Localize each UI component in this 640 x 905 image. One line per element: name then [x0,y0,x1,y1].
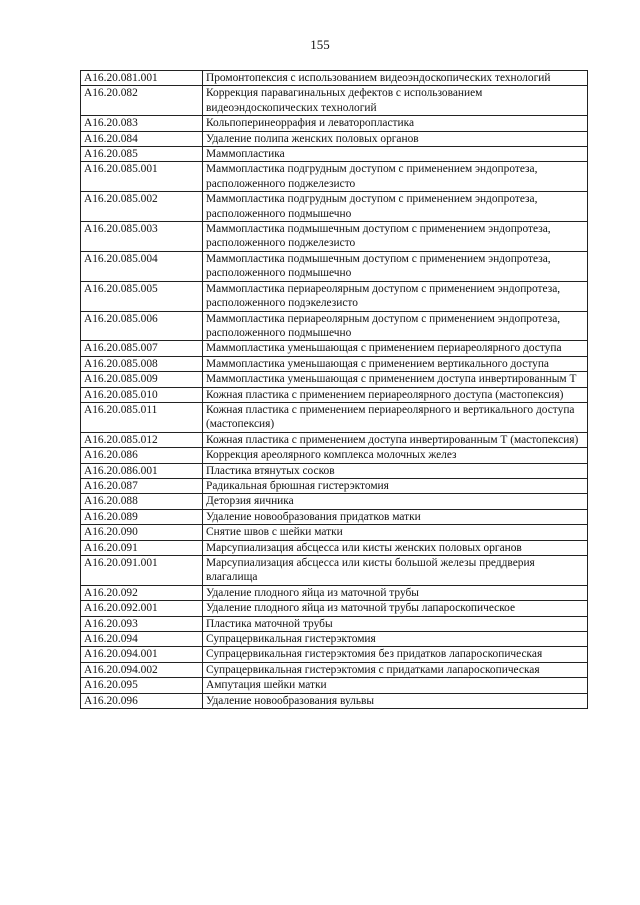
procedure-name: Маммопластика периареолярным доступом с применением эндопротеза, расположенного подэкелезисто [203,281,588,311]
table-row [81,494,588,509]
table-row [81,372,588,387]
table-row [81,116,588,131]
table-row [81,311,588,341]
procedure-code: A16.20.085 [81,147,203,162]
procedure-code: A16.20.094.001 [81,647,203,662]
procedure-name: Маммопластика уменьшающая с применением периареолярного доступа [203,341,588,356]
table-row [81,463,588,478]
table-row [81,131,588,146]
procedure-name: Удаление плодного яйца из маточной трубы лапароскопическое [203,601,588,616]
procedure-name: Пластика втянутых сосков [203,463,588,478]
procedure-code: A16.20.085.006 [81,311,203,341]
procedure-code: A16.20.091.001 [81,556,203,586]
table-row [81,432,588,447]
procedure-code: A16.20.084 [81,131,203,146]
procedure-name: Промонтопексия с использованием видеоэндоскопических технологий [203,71,588,86]
procedure-name: Кольпоперинеоррафия и леваторопластика [203,116,588,131]
procedure-name: Радикальная брюшная гистерэктомия [203,478,588,493]
procedure-code: A16.20.085.005 [81,281,203,311]
procedure-code: A16.20.086 [81,448,203,463]
table-row [81,86,588,116]
procedure-name: Маммопластика уменьшающая с применением вертикального доступа [203,356,588,371]
table-row [81,509,588,524]
procedure-name: Маммопластика подмышечным доступом с применением эндопротеза, расположенного подмышечно [203,251,588,281]
procedure-code: A16.20.085.004 [81,251,203,281]
procedure-code: A16.20.092 [81,585,203,600]
table-row [81,448,588,463]
table-row [81,192,588,222]
table-row [81,251,588,281]
procedure-code: A16.20.085.001 [81,162,203,192]
table-row [81,632,588,647]
procedure-name: Коррекция ареолярного комплекса молочных желез [203,448,588,463]
procedure-code: A16.20.085.009 [81,372,203,387]
procedure-name: Маммопластика уменьшающая с применением доступа инвертированным Т [203,372,588,387]
procedure-name: Маммопластика [203,147,588,162]
table-row [81,341,588,356]
table-row [81,222,588,252]
procedure-name: Удаление полипа женских половых органов [203,131,588,146]
table-row [81,387,588,402]
table-row [81,281,588,311]
procedure-code: A16.20.085.011 [81,402,203,432]
table-row [81,147,588,162]
procedure-name: Маммопластика подмышечным доступом с применением эндопротеза, расположенного поджелезисто [203,222,588,252]
table-body [81,71,588,709]
procedure-code: A16.20.081.001 [81,71,203,86]
procedure-code: A16.20.096 [81,693,203,708]
procedure-name: Кожная пластика с применением доступа инвертированным Т (мастопексия) [203,432,588,447]
procedure-code: A16.20.085.008 [81,356,203,371]
procedure-code: A16.20.087 [81,478,203,493]
table-row [81,647,588,662]
procedure-name: Кожная пластика с применением периареолярного и вертикального доступа (мастопексия) [203,402,588,432]
procedure-code: A16.20.083 [81,116,203,131]
procedure-code: A16.20.092.001 [81,601,203,616]
procedure-code: A16.20.088 [81,494,203,509]
procedure-code: A16.20.086.001 [81,463,203,478]
table-row [81,678,588,693]
table-row [81,356,588,371]
procedure-code: A16.20.094 [81,632,203,647]
procedure-code: A16.20.095 [81,678,203,693]
procedure-code: A16.20.094.002 [81,662,203,677]
procedure-name: Маммопластика подгрудным доступом с применением эндопротеза, расположенного поджелезисто [203,162,588,192]
procedure-name: Марсупиализация абсцесса или кисты женских половых органов [203,540,588,555]
procedure-name: Кожная пластика с применением периареолярного доступа (мастопексия) [203,387,588,402]
procedure-name: Супрацервикальная гистерэктомия [203,632,588,647]
procedure-code: A16.20.085.010 [81,387,203,402]
procedure-name: Удаление новообразования придатков матки [203,509,588,524]
procedure-name: Удаление новообразования вульвы [203,693,588,708]
procedure-name: Ампутация шейки матки [203,678,588,693]
procedure-name: Снятие швов с шейки матки [203,525,588,540]
procedure-name: Супрацервикальная гистерэктомия без придатков лапароскопическая [203,647,588,662]
procedure-code: A16.20.093 [81,616,203,631]
table-row [81,693,588,708]
procedure-code: A16.20.085.003 [81,222,203,252]
table-row [81,585,588,600]
table-row [81,616,588,631]
table-row [81,71,588,86]
table-row [81,162,588,192]
procedure-name: Марсупиализация абсцесса или кисты большой железы преддверия влагалища [203,556,588,586]
table-row [81,556,588,586]
procedure-code: A16.20.090 [81,525,203,540]
procedure-code: A16.20.089 [81,509,203,524]
table-row [81,662,588,677]
procedure-code: A16.20.091 [81,540,203,555]
procedure-code: A16.20.082 [81,86,203,116]
procedure-code: A16.20.085.002 [81,192,203,222]
table-row [81,525,588,540]
table-row [81,601,588,616]
table-row [81,540,588,555]
procedure-name: Супрацервикальная гистерэктомия с придатками лапароскопическая [203,662,588,677]
page-number: 155 [310,37,330,52]
table-row [81,478,588,493]
procedure-name: Деторзия яичника [203,494,588,509]
procedure-codes-table [80,70,588,709]
procedure-name: Удаление плодного яйца из маточной трубы [203,585,588,600]
procedure-name: Маммопластика подгрудным доступом с применением эндопротеза, расположенного подмышечно [203,192,588,222]
procedure-name: Пластика маточной трубы [203,616,588,631]
procedure-code: A16.20.085.007 [81,341,203,356]
procedure-name: Коррекция паравагинальных дефектов с использованием видеоэндоскопических технологий [203,86,588,116]
procedure-code: A16.20.085.012 [81,432,203,447]
table-row [81,402,588,432]
procedure-name: Маммопластика периареолярным доступом с применением эндопротеза, расположенного подмышечно [203,311,588,341]
